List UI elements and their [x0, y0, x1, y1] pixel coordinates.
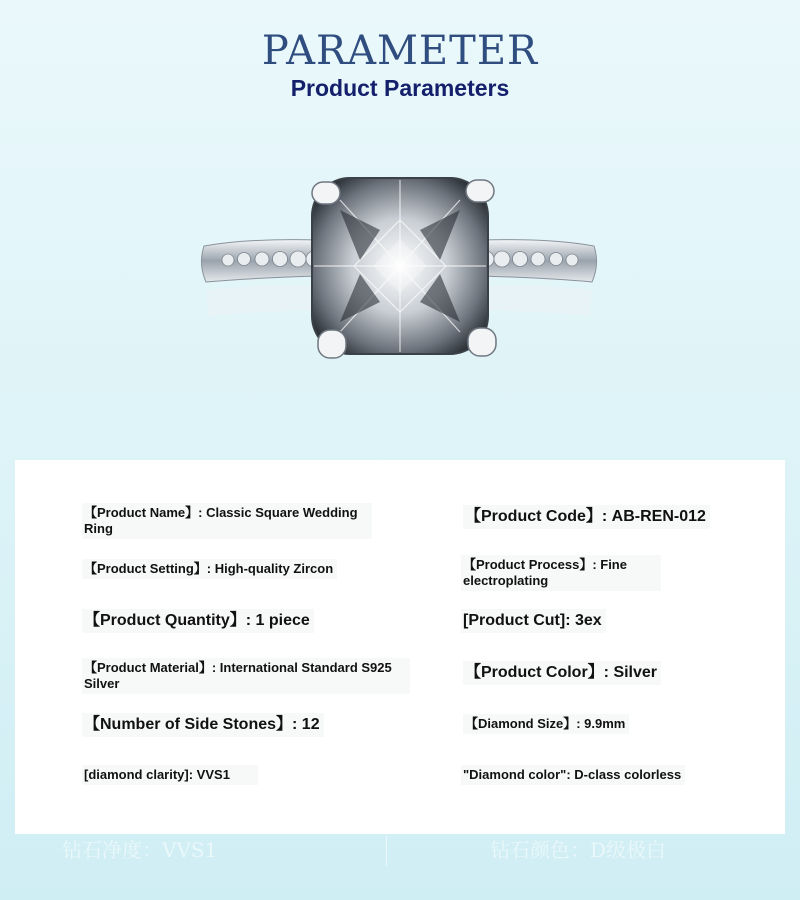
page-title: PARAMETER: [261, 28, 539, 74]
param-diamond-clarity: [diamond clarity]: VVS1: [82, 765, 258, 785]
param-product-process: 【Product Process】: Fine electroplating: [461, 555, 661, 591]
ring-product-image: [190, 170, 610, 400]
param-product-setting: 【Product Setting】: High-quality Zircon: [82, 559, 337, 579]
param-side-stones: 【Number of Side Stones】: 12: [82, 713, 324, 737]
param-product-material: 【Product Material】: International Standard S925 Silver: [82, 658, 410, 694]
ghost-text-color: 钻石颜色：D级极白: [490, 838, 667, 862]
ghost-text-clarity: 钻石净度：VVS1: [62, 838, 218, 862]
parameters-panel: [15, 460, 785, 834]
ring-illustration: [190, 170, 610, 400]
ghost-divider: [386, 836, 387, 866]
param-diamond-color: "Diamond color": D-class colorless: [461, 765, 685, 785]
param-product-quantity: 【Product Quantity】: 1 piece: [82, 609, 314, 633]
param-product-cut: [Product Cut]: 3ex: [461, 609, 606, 633]
param-product-name: 【Product Name】: Classic Square Wedding Ring: [82, 503, 372, 539]
param-product-color: 【Product Color】: Silver: [463, 661, 661, 685]
param-diamond-size: 【Diamond Size】: 9.9mm: [463, 714, 629, 734]
page-subtitle: Product Parameters: [290, 75, 510, 101]
param-product-code: 【Product Code】: AB-REN-012: [463, 505, 710, 529]
